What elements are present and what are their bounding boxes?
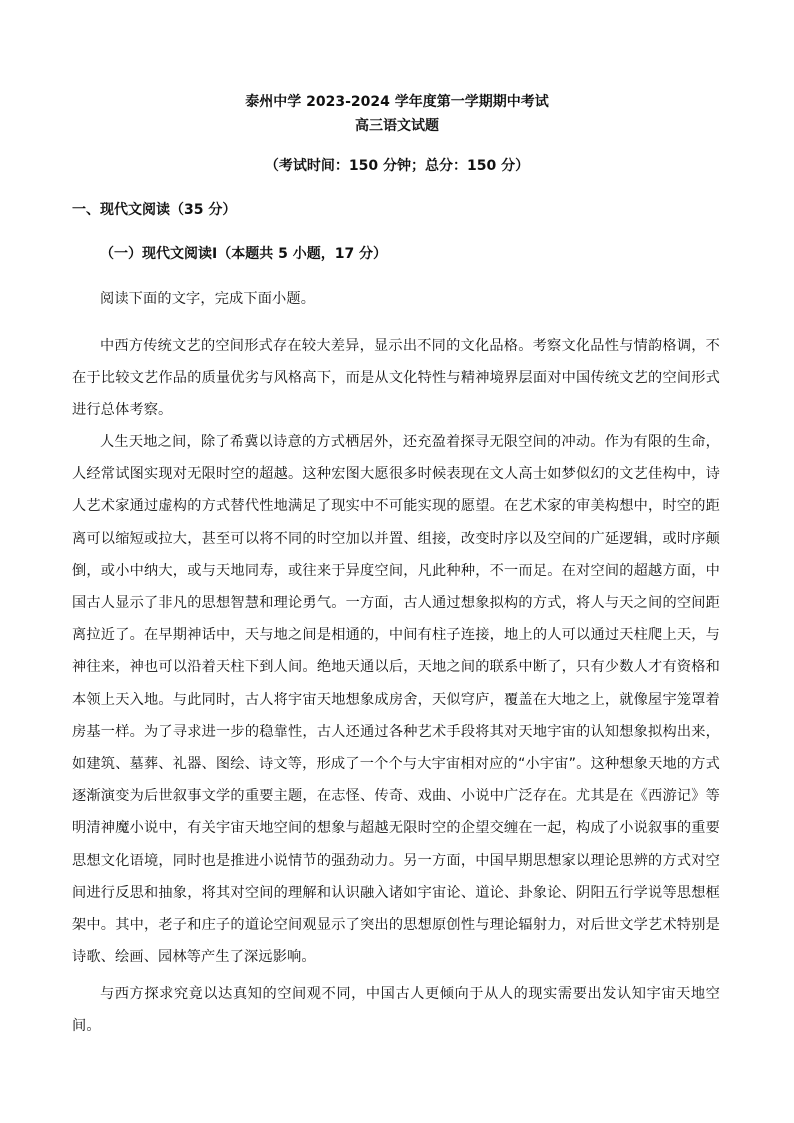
section-title: 一、现代文阅读（35 分） (72, 202, 237, 218)
exam-info: （考试时间：150 分钟；总分：150 分） (264, 158, 530, 174)
passage-paragraph-1: 中西方传统文艺的空间形式存在较大差异，显示出不同的文化品格。考察文化品性与情韵格调，不在于比较文艺作品的质量优劣与风格高下，而是从文化特性与精神境界层面对中国传统文艺的空间形式进行总体考察。 (72, 338, 720, 419)
exam-subject-title: 高三语文试题 (355, 118, 439, 134)
passage-paragraph-2: 人生天地之间，除了希冀以诗意的方式栖居外，还充盈着探寻无限空间的冲动。作为有限的生命，人经常试图实现对无限时空的超越。这种宏图大愿很多时候表现在文人高士如梦似幻的文艺佳构中，诗人艺术家通过虚构的方式替代性地满足了现实中不可能实现的愿望。在艺术家的审美构想中，时空的距离可以缩短或拉大，甚至可以将不同的时空加以并置、组接，改变时序以及空间的广延逻辑，或时序颠倒，或小中纳大，或与天地同寿，或往来于异度空间，凡此种种，不一而足。在对空间的超越方面，中国古人显示了非凡的思想智慧和理论勇气。一方面，古人通过想象拟构的方式，将人与天之间的空间距离拉近了。在早期神话中，天与地之间是相通的，中间有柱子连接，地上的人可以通过天柱爬上天，与神往来，神也可以沿着天柱下到人间。绝地天通以后，天地之间的联系中断了，只有少数人才有资格和本领上天入地。与此同时，古人将宇宙天地想象成房舍，天似穹庐，覆盖在大地之上，就像屋宇笼罩着房基一样。为了寻求进一步的稳靠性，古人还通过各种艺术手段将其对天地宇宙的认知想象拟构出来，如建筑、墓葬、礼器、图绘、诗文等，形成了一个个与大宇宙相对应的“小宇宙”。这种想象天地的方式逐渐演变为后世叙事文学的重要主题，在志怪、传奇、戏曲、小说中广泛存在。尤其是在《西游记》等明清神魔小说中，有关宇宙天地空间的想象与超越无限时空的企望交缠在一起，构成了小说叙事的重要思想文化语境，同时也是推进小说情节的强劲动力。另一方面，中国早期思想家以理论思辨的方式对空间进行反思和抽象，将其对空间的理解和认识融入诸如宇宙论、道论、卦象论、阴阳五行学说等思想框架中。其中，老子和庄子的道论空间观显示了突出的思想原创性与理论辐射力，对后世文学艺术特别是诗歌、绘画、园林等产生了深远影响。 (72, 434, 720, 966)
passage-paragraph-3: 与西方探求究竟以达真知的空间观不同，中国古人更倾向于从人的现实需要出发认知宇宙天地空间。 (72, 986, 720, 1035)
subsection-title: （一）现代文阅读Ⅰ（本题共 5 小题，17 分） (100, 246, 388, 262)
reading-instruction: 阅读下面的文字，完成下面小题。 (100, 291, 316, 307)
exam-school-title: 泰州中学 2023-2024 学年度第一学期期中考试 (245, 94, 549, 110)
